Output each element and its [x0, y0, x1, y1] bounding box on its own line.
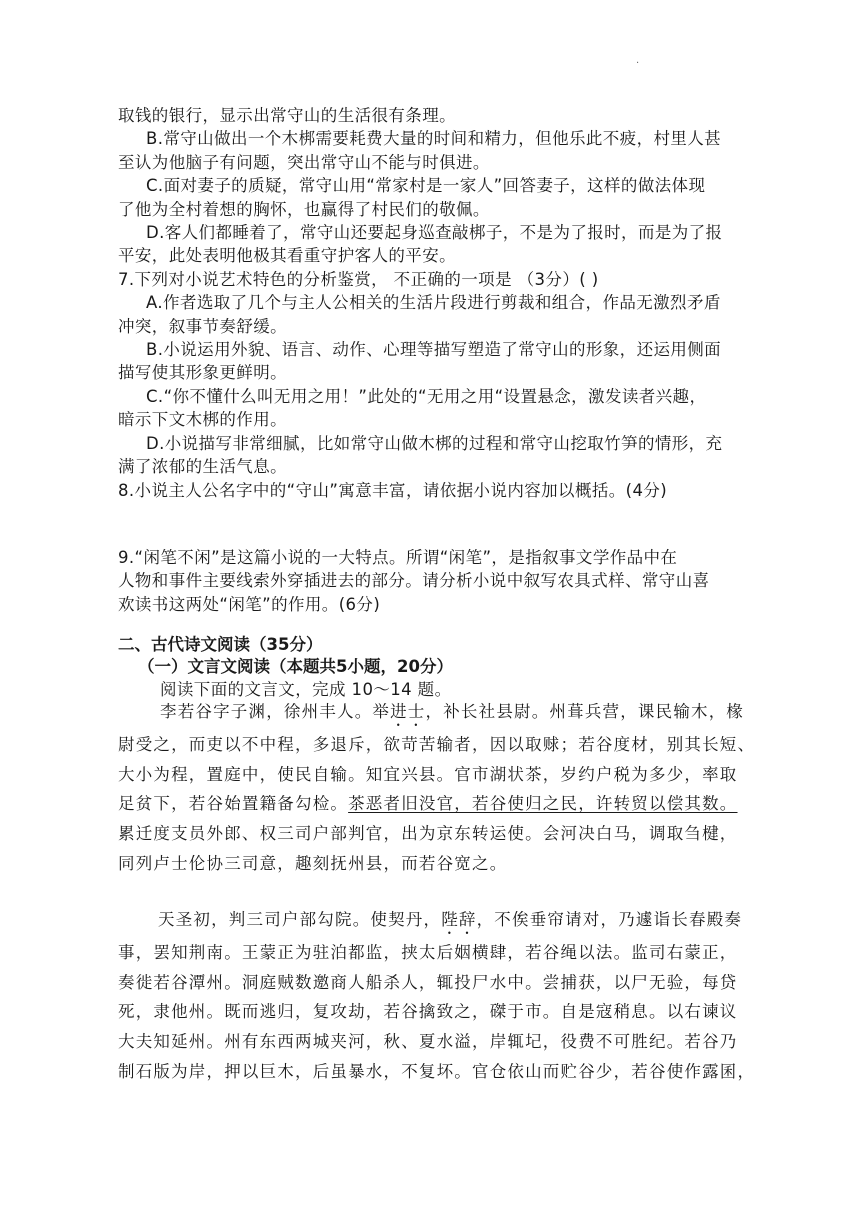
dotted-term-jinshi: 进士	[390, 702, 426, 721]
q7-option-b-line2: 描写使其形象更鲜明。	[118, 363, 287, 383]
q7-stem: 7.下列对小说艺术特色的分析鉴赏， 不正确的一项是 （3分）( )	[118, 269, 599, 289]
section-title: 二、古代诗文阅读（35分）	[118, 635, 323, 654]
subsection-title: （一）文言文阅读（本题共5小题，20分）	[138, 657, 453, 676]
p2-line6: 制石版为岸，押以巨木，后虽暴水，不复坏。官仓依山而贮谷少，若谷使作露囷，	[118, 1061, 756, 1081]
q6-option-b-line2: 至认为他脑子有问题，突出常守山不能与时俱进。	[118, 152, 490, 172]
q9-line3: 欢读书这两处“闲笔”的作用。(6分)	[118, 594, 381, 614]
q8-stem: 8.小说主人公名字中的“守山”寓意丰富，请依据小说内容加以概括。(4分)	[118, 480, 668, 500]
classical-paragraph-2	[118, 905, 756, 1087]
p1-line6: 同列卢士伦协三司意，趣刻抚州县，而若谷宽之。	[118, 853, 508, 873]
q7-option-a-line1: A.作者选取了几个与主人公相关的生活片段进行剪裁和组合，作品无激烈矛盾	[146, 293, 721, 313]
p2-line4: 死，隶他州。既而逃归，复攻劫，若谷擒致之，磔于市。自是寇稍息。以右谏议	[118, 1002, 738, 1022]
q7-option-a-line2: 冲突，叙事节奏舒缓。	[118, 316, 287, 336]
p1-line3: 大小为程，置庭中，使民自输。知宜兴县。官市湖状茶，岁约户税为多少，率取	[118, 764, 738, 784]
q7-option-b-line1: B.小说运用外貌、语言、动作、心理等描写塑造了常守山的形象，还运用侧面	[146, 340, 722, 360]
q6-option-c-line2: 了他为全村着想的胸怀，也赢得了村民们的敬佩。	[118, 199, 490, 219]
q6-tail-line: 取钱的银行，显示出常守山的生活很有条理。	[118, 106, 456, 125]
q6-option-d-line2: 平安，此处表明他极其看重守护客人的平安。	[118, 246, 456, 266]
q7-option-d-line2: 满了浓郁的生活气息。	[118, 457, 287, 477]
dotted-term-bici: 陛辞	[441, 910, 477, 929]
p2-line3: 奏徙若谷潭州。洞庭贼数邀商人船杀人，辄投尸水中。尝捕获，以尸无验，每贷	[118, 972, 738, 992]
underlined-sentence: 茶恶者旧没官，若谷使归之民，许转贸以偿其数。	[348, 794, 738, 814]
p2-line5: 大夫知延州。州有东西两城夹河，秋、夏水溢，岸辄圮，役费不可胜纪。若谷乃	[118, 1032, 738, 1052]
q6-option-c-line1: C.面对妻子的质疑，常守山用“常家村是一家人”回答妻子，这样的做法体现	[146, 176, 706, 196]
q7-option-c-line1: C.“你不懂什么叫无用之用！”此处的“无用之用“设置悬念，激发读者兴趣，	[146, 386, 707, 406]
p1-line5: 累迁度支员外郎、权三司户部判官，出为京东转运使。会河决白马，调取刍楗，	[118, 824, 738, 844]
q6-option-d-line1: D.客人们都睡着了，常守山还要起身巡查敲梆子，不是为了报时，而是为了报	[146, 223, 723, 243]
q9	[118, 546, 738, 616]
q9-line2: 人物和事件主要线索外穿插进去的部分。请分析小说中叙写农具式样、常守山喜	[118, 571, 710, 591]
p2-line2: 事，罢知荆南。王蒙正为驻泊都监，挟太后姻横肆，若谷绳以法。监司右蒙正，	[118, 943, 738, 962]
reading-instruction: 阅读下面的文言文，完成 10～14 题。	[160, 680, 452, 699]
classical-paragraph-1	[118, 697, 756, 879]
section-two-header	[118, 634, 738, 701]
q6-option-b-line1: B.常守山做出一个木梆需要耗费大量的时间和精力，但他乐此不疲，村里人甚	[146, 129, 722, 149]
q7-option-c-line2: 暗示下文木梆的作用。	[118, 410, 287, 430]
q9-line1: 9.“闲笔不闲”是这篇小说的一大特点。所谓“闲笔”，是指叙事文学作品中在	[118, 548, 678, 567]
p1-line2: 尉受之，而吏以不中程，多退斥，欲苛苦输者，因以取赇；若谷度材，别其长短、	[118, 735, 756, 754]
q6-continuation	[118, 104, 738, 502]
corner-dot: ·	[636, 58, 640, 69]
p2-line1: 天圣初，判三司户部勾院。使契丹，陛辞，不俟垂帘请对，乃遽诣长春殿奏	[158, 910, 743, 929]
q7-option-d-line1: D.小说描写非常细腻，比如常守山做木梆的过程和常守山挖取竹笋的情形，充	[146, 433, 723, 453]
p1-line4: 足贫下，若谷始置籍备勾检。茶恶者旧没官，若谷使归之民，许转贸以偿其数。	[118, 794, 738, 814]
p1-line1: 李若谷字子渊，徐州丰人。举进士，补长社县尉。州葺兵营，课民输木，椽	[160, 702, 745, 721]
